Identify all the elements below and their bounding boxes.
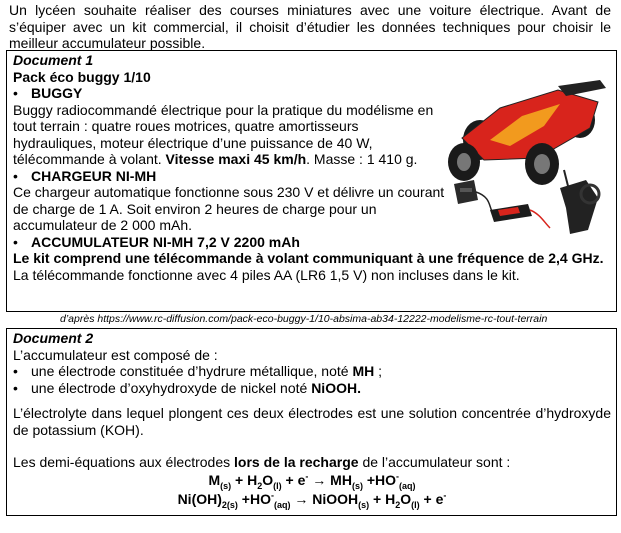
intro-paragraph: Un lycéen souhaite réaliser des courses miniatures avec une voiture électrique. Avant de s’équiper avec un kit commercial, il choisit d’étudier les données techniques pour choisir le meilleur accumulateur possible. [9,2,611,51]
bullet-icon: • [13,363,18,379]
kit-description: Le kit comprend une télécommande à volant communiquant à une fréquence de 2,4 GHz. [13,250,604,266]
bullet-icon: • [13,167,18,184]
document-1-title: Document 1 [13,52,94,68]
half-equations-intro: Les demi-équations aux électrodes lors de la recharge de l’accumulateur sont : [13,454,511,470]
battery-image [490,204,550,228]
document-2-box [6,328,617,516]
buggy-description: Buggy radiocommandé électrique pour la pratique du modélisme en tout terrain : quatre roues motrices, quatre amortisseurs hydrauliques, moteur électrique d’une puissance de 40 W, télécommande à volant. Vitesse maxi 45 km/h. Masse : 1 410 g. [13,101,434,167]
arrow-icon: → [294,490,309,507]
list-item: • une électrode constituée d’hydrure métallique, noté MH ; [13,363,382,379]
accumulator-heading: • ACCUMULATEUR NI-MH 7,2 V 2200 mAh [13,233,300,250]
pack-title: Pack éco buggy 1/10 [13,68,151,85]
front-wheel [525,143,559,185]
composition-intro: L’accumulateur est composé de : [13,346,218,363]
transmitter-image [560,170,599,234]
buggy-heading: • BUGGY [13,85,83,101]
charger-description: Ce chargeur automatique fonctionne sous 230 V et délivre un courant de charge de 1 A. Soit environ 2 heures de charge pour un accumulateur de 2 000 mAh. [13,184,445,233]
equation-2: $Ni(OH)_{2(s)} +HO^-_{(aq)}$ → NiOOH$_{(s)}$ + $H_2O_{(l)} + e^-$ [177,489,447,510]
electrolyte-paragraph: L’électrolyte dans lequel plongent ces deux électrodes est une solution concentrée d’hydroxyde de potassium (KOH). [13,405,611,438]
bullet-icon: • [13,85,18,101]
buggy-kit-photo [440,80,608,240]
front-wheel [448,143,480,181]
arrow-icon: → [312,471,327,488]
remote-description: La télécommande fonctionne avec 4 piles AA (LR6 1,5 V) non incluses dans le kit. [13,266,520,283]
charger-heading: • CHARGEUR NI-MH [13,167,157,184]
equation-1: $M_{(s)} + H_2O_{(l)} + e^- \to MH_{(s)} +HO^-_{(aq)}$ [208,470,416,491]
rear-wing [558,80,606,96]
document-2-title: Document 2 [13,330,94,346]
list-item: • une électrode d’oxyhydroxyde de nickel noté NiOOH. [13,379,361,396]
bullet-icon: • [13,379,18,396]
bullet-icon: • [13,233,18,250]
source-citation: d’après https://www.rc-diffusion.com/pack-eco-buggy-1/10-absima-ab34-12222-modelisme-rc-tout-terrain [60,313,548,325]
